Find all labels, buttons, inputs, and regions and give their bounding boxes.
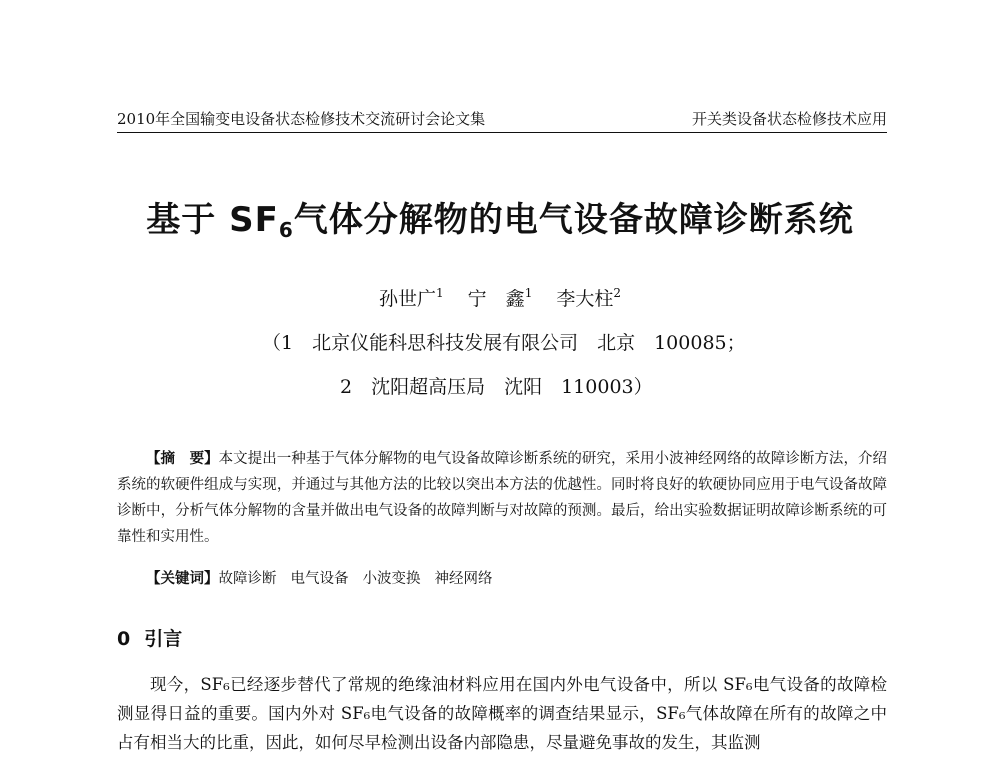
affiliation-1: （1 北京仪能科思科技发展有限公司 北京 100085； (262, 332, 746, 354)
running-header (117, 104, 887, 133)
author-affiliation-mark: 2 (613, 286, 622, 300)
affiliation-2: 2 沈阳超高压局 沈阳 110003） (340, 376, 653, 398)
keyword: 小波变换 (362, 571, 421, 587)
keyword: 电气设备 (290, 571, 349, 587)
section-number: 0 (117, 628, 131, 650)
header-proceedings-title: 2010年全国输变电设备状态检修技术交流研讨会论文集 (117, 110, 486, 128)
author (379, 288, 462, 310)
abstract-label: 【摘 要】 (146, 451, 219, 467)
author-name: 宁 鑫 (467, 288, 525, 310)
author-affiliation-mark: 1 (435, 286, 444, 300)
author-list (0, 284, 1000, 311)
author-name: 孙世广 (378, 288, 436, 310)
keyword: 神经网络 (434, 571, 493, 587)
title-part-1: 基于 SF (146, 200, 279, 240)
keywords-label: 【关键词】 (146, 571, 219, 587)
paper-title (0, 192, 1000, 242)
header-section-title: 开关类设备状态检修技术应用 (691, 110, 887, 128)
author (468, 288, 551, 310)
author (556, 288, 621, 310)
section-heading (117, 624, 182, 651)
keyword: 故障诊断 (218, 571, 277, 587)
title-subscript: 6 (278, 218, 294, 242)
abstract (117, 446, 887, 550)
title-part-2: 气体分解物的电气设备故障诊断系统 (293, 200, 854, 240)
author-affiliation-mark: 1 (524, 286, 533, 300)
section-title: 引言 (144, 628, 183, 650)
body-paragraph: 现今，SF₆已经逐步替代了常规的绝缘油材料应用在国内外电气设备中，所以 SF₆电气设备的故障检测显得日益的重要。国内外对 SF₆电气设备的故障概率的调查结果显示，SF₆气体故障在所有的故障之中占有相当大的比重，因此，如何尽早检测出设备内部隐患，尽量避免事故的发生，其监测 (117, 675, 887, 752)
keywords (117, 567, 887, 588)
abstract-text: 本文提出一种基于气体分解物的电气设备故障诊断系统的研究，采用小波神经网络的故障诊断方法，介绍系统的软硬件组成与实现，并通过与其他方法的比较以突出本方法的优越性。同时将良好的软硬协同应用于电气设备故障诊断中，分析气体分解物的含量并做出电气设备的故障判断与对故障的预测。最后，给出实验数据证明故障诊断系统的可靠性和实用性。 (117, 451, 888, 545)
author-name: 李大柱 (556, 288, 614, 310)
